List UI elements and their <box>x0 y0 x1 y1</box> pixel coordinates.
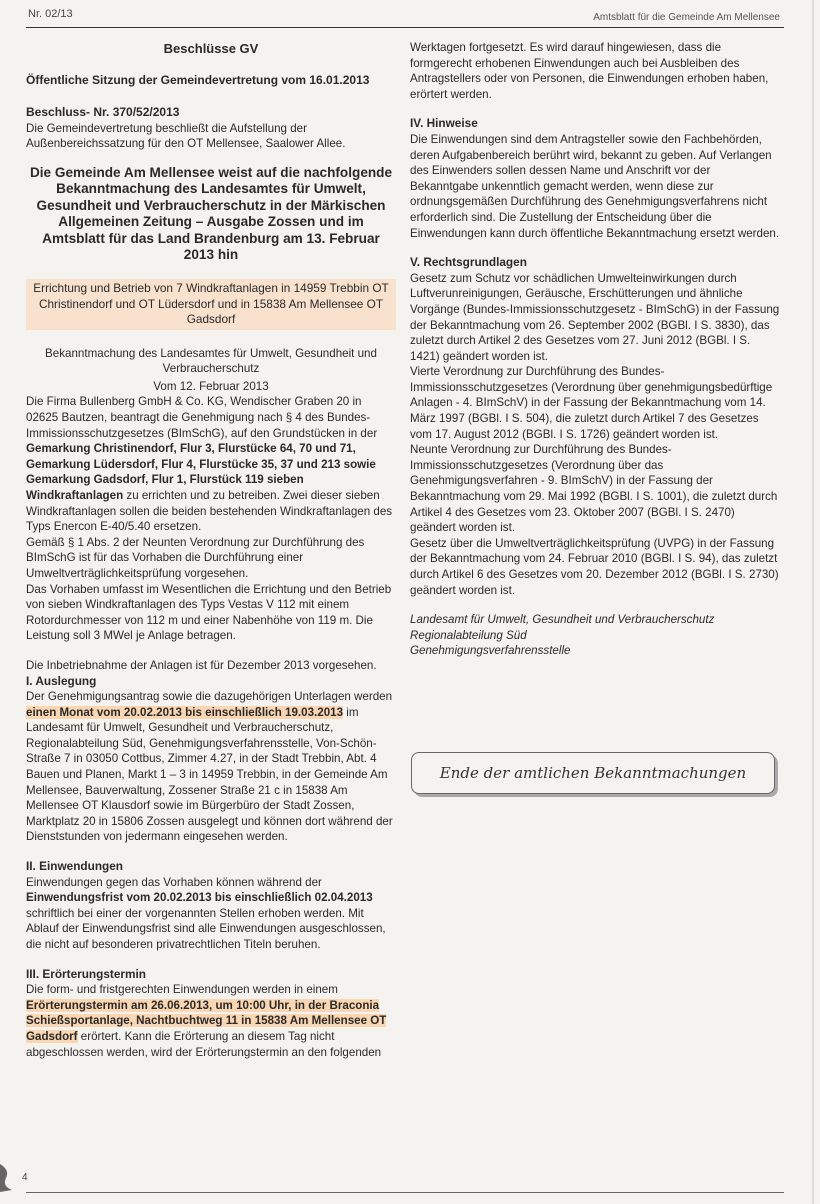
einwendungen-text-c: schriftlich bei einer der vorgenannten Stellen erhoben werden. Mit Ablauf der Einwendungsfrist sind alle Einwendungen ausgeschlossen, die nicht auf besonderen privatrechtlichen Titeln beruhen. <box>26 906 386 951</box>
eroerterung-date-location: Erörterungstermin am 26.06.2013, um 10:00 Uhr, in der Braconia Schießsportanlage, Nachtbuchtweg 11 in 15838 Am Mellensee OT Gadsdorf <box>26 998 387 1043</box>
uvp-paragraph: Gemäß § 1 Abs. 2 der Neunten Verordnung zur Durchführung des BImSchG ist für das Vorhaben die Durchführung einer Umweltverträglichkeitsprüfung vorgesehen. <box>26 535 365 580</box>
auslegung-period: einen Monat vom 20.02.2013 bis einschließlich 19.03.2013 <box>26 705 344 719</box>
section-eroerterung-title: III. Erörterungstermin <box>26 966 146 981</box>
session-heading: Öffentliche Sitzung der Gemeindevertretung vom 16.01.2013 <box>26 72 370 87</box>
header-divider <box>26 27 784 28</box>
section-einwendungen-title: II. Einwendungen <box>26 859 123 874</box>
end-of-notices-banner: Ende der amtlichen Bekanntmachungen <box>411 752 775 794</box>
section-title: Beschlüsse GV <box>163 41 259 56</box>
publication-date: Vom 12. Februar 2013 <box>153 379 269 393</box>
eroerterung-text-a: Die form- und fristgerechten Einwendungen werden in einem <box>26 983 338 997</box>
law-4-bimschv: Vierte Verordnung zur Durchführung des Bundes-Immissionsschutzgesetzes (Verordnung über genehmigungsbedürftige Anlagen - 4. BImSchV) in der Fassung der Bekanntmachung vom 14. März 1997 (BGBl. I S. 504), die zuletzt durch Artikel 7 des Gesetzes vom 17. August 2012 (BGBl. I S. 1726) geändert worden ist. <box>410 365 773 441</box>
parcel-list: Gemarkung Christinendorf, Flur 3, Flurstücke 64, 70 und 71, Gemarkung Lüdersdorf, Flur 4, Flurstücke 35, 37 und 213 sowie Gemarkung Gadsdorf, Flur 1, Flurstück 119 sieben Windkraftanlagen <box>26 442 376 502</box>
law-uvpg: Gesetz über die Umweltverträglichkeitsprüfung (UVPG) in der Fassung der Bekanntmachung vom 24. Februar 2010 (BGBl. I S. 94), das zuletzt durch Artikel 6 des Gesetzes vom 20. Dezember 2012 (BGBl. I S. 2730) geändert worden ist. <box>410 536 779 597</box>
page-number: 4 <box>22 1172 28 1183</box>
signature-authority: Landesamt für Umwelt, Gesundheit und Verbraucherschutz <box>410 613 715 627</box>
section-auslegung-text <box>26 689 396 845</box>
page-corner-ornament-icon <box>0 1160 20 1192</box>
section-hinweise-title: IV. Hinweise <box>410 116 478 131</box>
left-column <box>26 40 396 1060</box>
application-paragraph <box>26 394 396 534</box>
section-auslegung-title: I. Auslegung <box>26 673 97 688</box>
signature-department: Regionalabteilung Süd <box>410 628 527 642</box>
eroerterung-text-c: erörtert. Kann die Erörterung an diesem Tag nicht abgeschlossen werden, wird der Erörterungstermin an den folgenden <box>26 1029 382 1059</box>
publication-authority: Bekanntmachung des Landesamtes für Umwelt, Gesundheit und Verbraucherschutz <box>45 346 377 376</box>
section-hinweise-text: Die Einwendungen sind dem Antragsteller sowie den Fachbehörden, deren Aufgabenbereich berührt wird, bekannt zu geben. Auf Verlangen des Einwenders sollen dessen Name und Anschrift vor der Bekanntgabe unkenntlich gemacht werden, wenn diese zur ordnungsgemäßen Durchführung des Genehmigungsverfahrens nicht erforderlich sind. Die Zustellung der Entscheidung über die Einwendungen kann durch öffentliche Bekanntmachung ersetzt werden. <box>410 132 780 240</box>
resolution-text: Die Gemeindevertretung beschließt die Aufstellung der Außenbereichssatzung für den OT Mellensee, Saalower Allee. <box>26 121 346 151</box>
application-text-end: zu errichten und zu betreiben. Zwei dieser sieben Windkraftanlagen sollen die beiden bestehenden Windkraftanlagen des Typs Enercon E-40/5.40 ersetzen. <box>26 488 393 534</box>
einwendungen-text-a: Einwendungen gegen das Vorhaben können während der <box>26 875 322 889</box>
section-eroerterung-text <box>26 982 396 1060</box>
right-column <box>410 40 780 659</box>
section-einwendungen-text <box>26 875 396 953</box>
project-scope-paragraph: Das Vorhaben umfasst im Wesentlichen die Errichtung und den Betrieb von sieben Windkraftanlagen des Typs Vestas V 112 mit einem Rotordurchmesser von 112 m und einer Nabenhöhe von 119 m. Die Leistung soll 3 MWel je Anlage betragen. <box>26 582 392 643</box>
law-9-bimschv: Neunte Verordnung zur Durchführung des Bundes-Immissionsschutzgesetzes (Verordnung über das Genehmigungsverfahren - 9. BImSchV) in der Fassung der Bekanntmachung vom 29. Mai 1992 (BGBl. I S. 1001), die zuletzt durch Artikel 4 des Gesetzes vom 23. Oktober 2007 (BGBl. I S. 2470) geändert worden ist. <box>410 443 778 535</box>
publication-title: Amtsblatt für die Gemeinde Am Mellensee <box>593 12 780 23</box>
project-title: Errichtung und Betrieb von 7 Windkraftanlagen in 14959 Trebbin OT Christinendorf und OT Lüdersdorf und in 15838 Am Mellensee OT Gadsdorf <box>26 279 396 329</box>
application-text: Die Firma Bullenberg GmbH & Co. KG, Wendischer Graben 20 in 02625 Bautzen, beantragt die Genehmigung nach § 4 des Bundes-Immissionsschutzgesetzes (BImSchG), auf den Grundstücken in der <box>26 395 378 440</box>
resolution-number: Beschluss- Nr. 370/52/2013 <box>26 105 180 120</box>
page-edge <box>812 0 814 1204</box>
auslegung-text-a: Der Genehmigungsantrag sowie die dazugehörigen Unterlagen werden <box>26 690 393 704</box>
law-bimschg: Gesetz zum Schutz vor schädlichen Umwelteinwirkungen durch Luftverunreinigungen, Geräusche, Erschütterungen und ähnliche Vorgänge (Bundes-Immissionsschutzgesetz - BImSchG) in der Fassung der Bekanntmachung vom 26. September 2002 (BGBl. I S. 3830), das zuletzt durch Artikel 2 des Gesetzes vom 27. Juni 2012 (BGBl. I S. 1421) geändert worden ist. <box>410 271 780 363</box>
auslegung-text-c: im Landesamt für Umwelt, Gesundheit und Verbraucherschutz, Regionalabteilung Süd, Genehmigungsverfahrensstelle, Von-Schön-Straße 7 in 03050 Cottbus, Zimmer 4.27, in der Stadt Trebbin, Abt. 4 Bauen und Planen, Markt 1 – 3 in 14959 Trebbin, in der Gemeinde Am Mellensee, Bauverwaltung, Zossener Straße 21 c in 15838 Am Mellensee OT Klausdorf sowie im Bürgerbüro der Stadt Zossen, Marktplatz 20 in 15806 Zossen ausgelegt und können dort während der Dienststunden von jedermann eingesehen werden. <box>26 705 393 844</box>
continuation-paragraph: Werktagen fortgesetzt. Es wird darauf hingewiesen, dass die formgerecht erhobenen Einwendungen auch bei Ausbleiben des Antragstellers oder von Personen, die Einwendungen erhoben haben, erörtert werden. <box>410 41 769 101</box>
issue-number: Nr. 02/13 <box>28 8 73 20</box>
footer-divider <box>26 1192 784 1193</box>
notice-heading: Die Gemeinde Am Mellensee weist auf die nachfolgende Bekanntmachung des Landesamtes für Umwelt, Gesundheit und Verbraucherschutz in der Märkischen Allgemeinen Zeitung – Ausgabe Zossen und im Amtsblatt für das Land Brandenburg am 13. Februar 2013 hin <box>29 164 393 262</box>
einwendungen-period: Einwendungsfrist vom 20.02.2013 bis einschließlich 02.04.2013 <box>26 891 373 905</box>
commissioning-paragraph: Die Inbetriebnahme der Anlagen ist für Dezember 2013 vorgesehen. <box>26 658 377 672</box>
section-rechtsgrundlagen-title: V. Rechtsgrundlagen <box>410 255 527 270</box>
signature-office: Genehmigungsverfahrensstelle <box>410 644 571 658</box>
